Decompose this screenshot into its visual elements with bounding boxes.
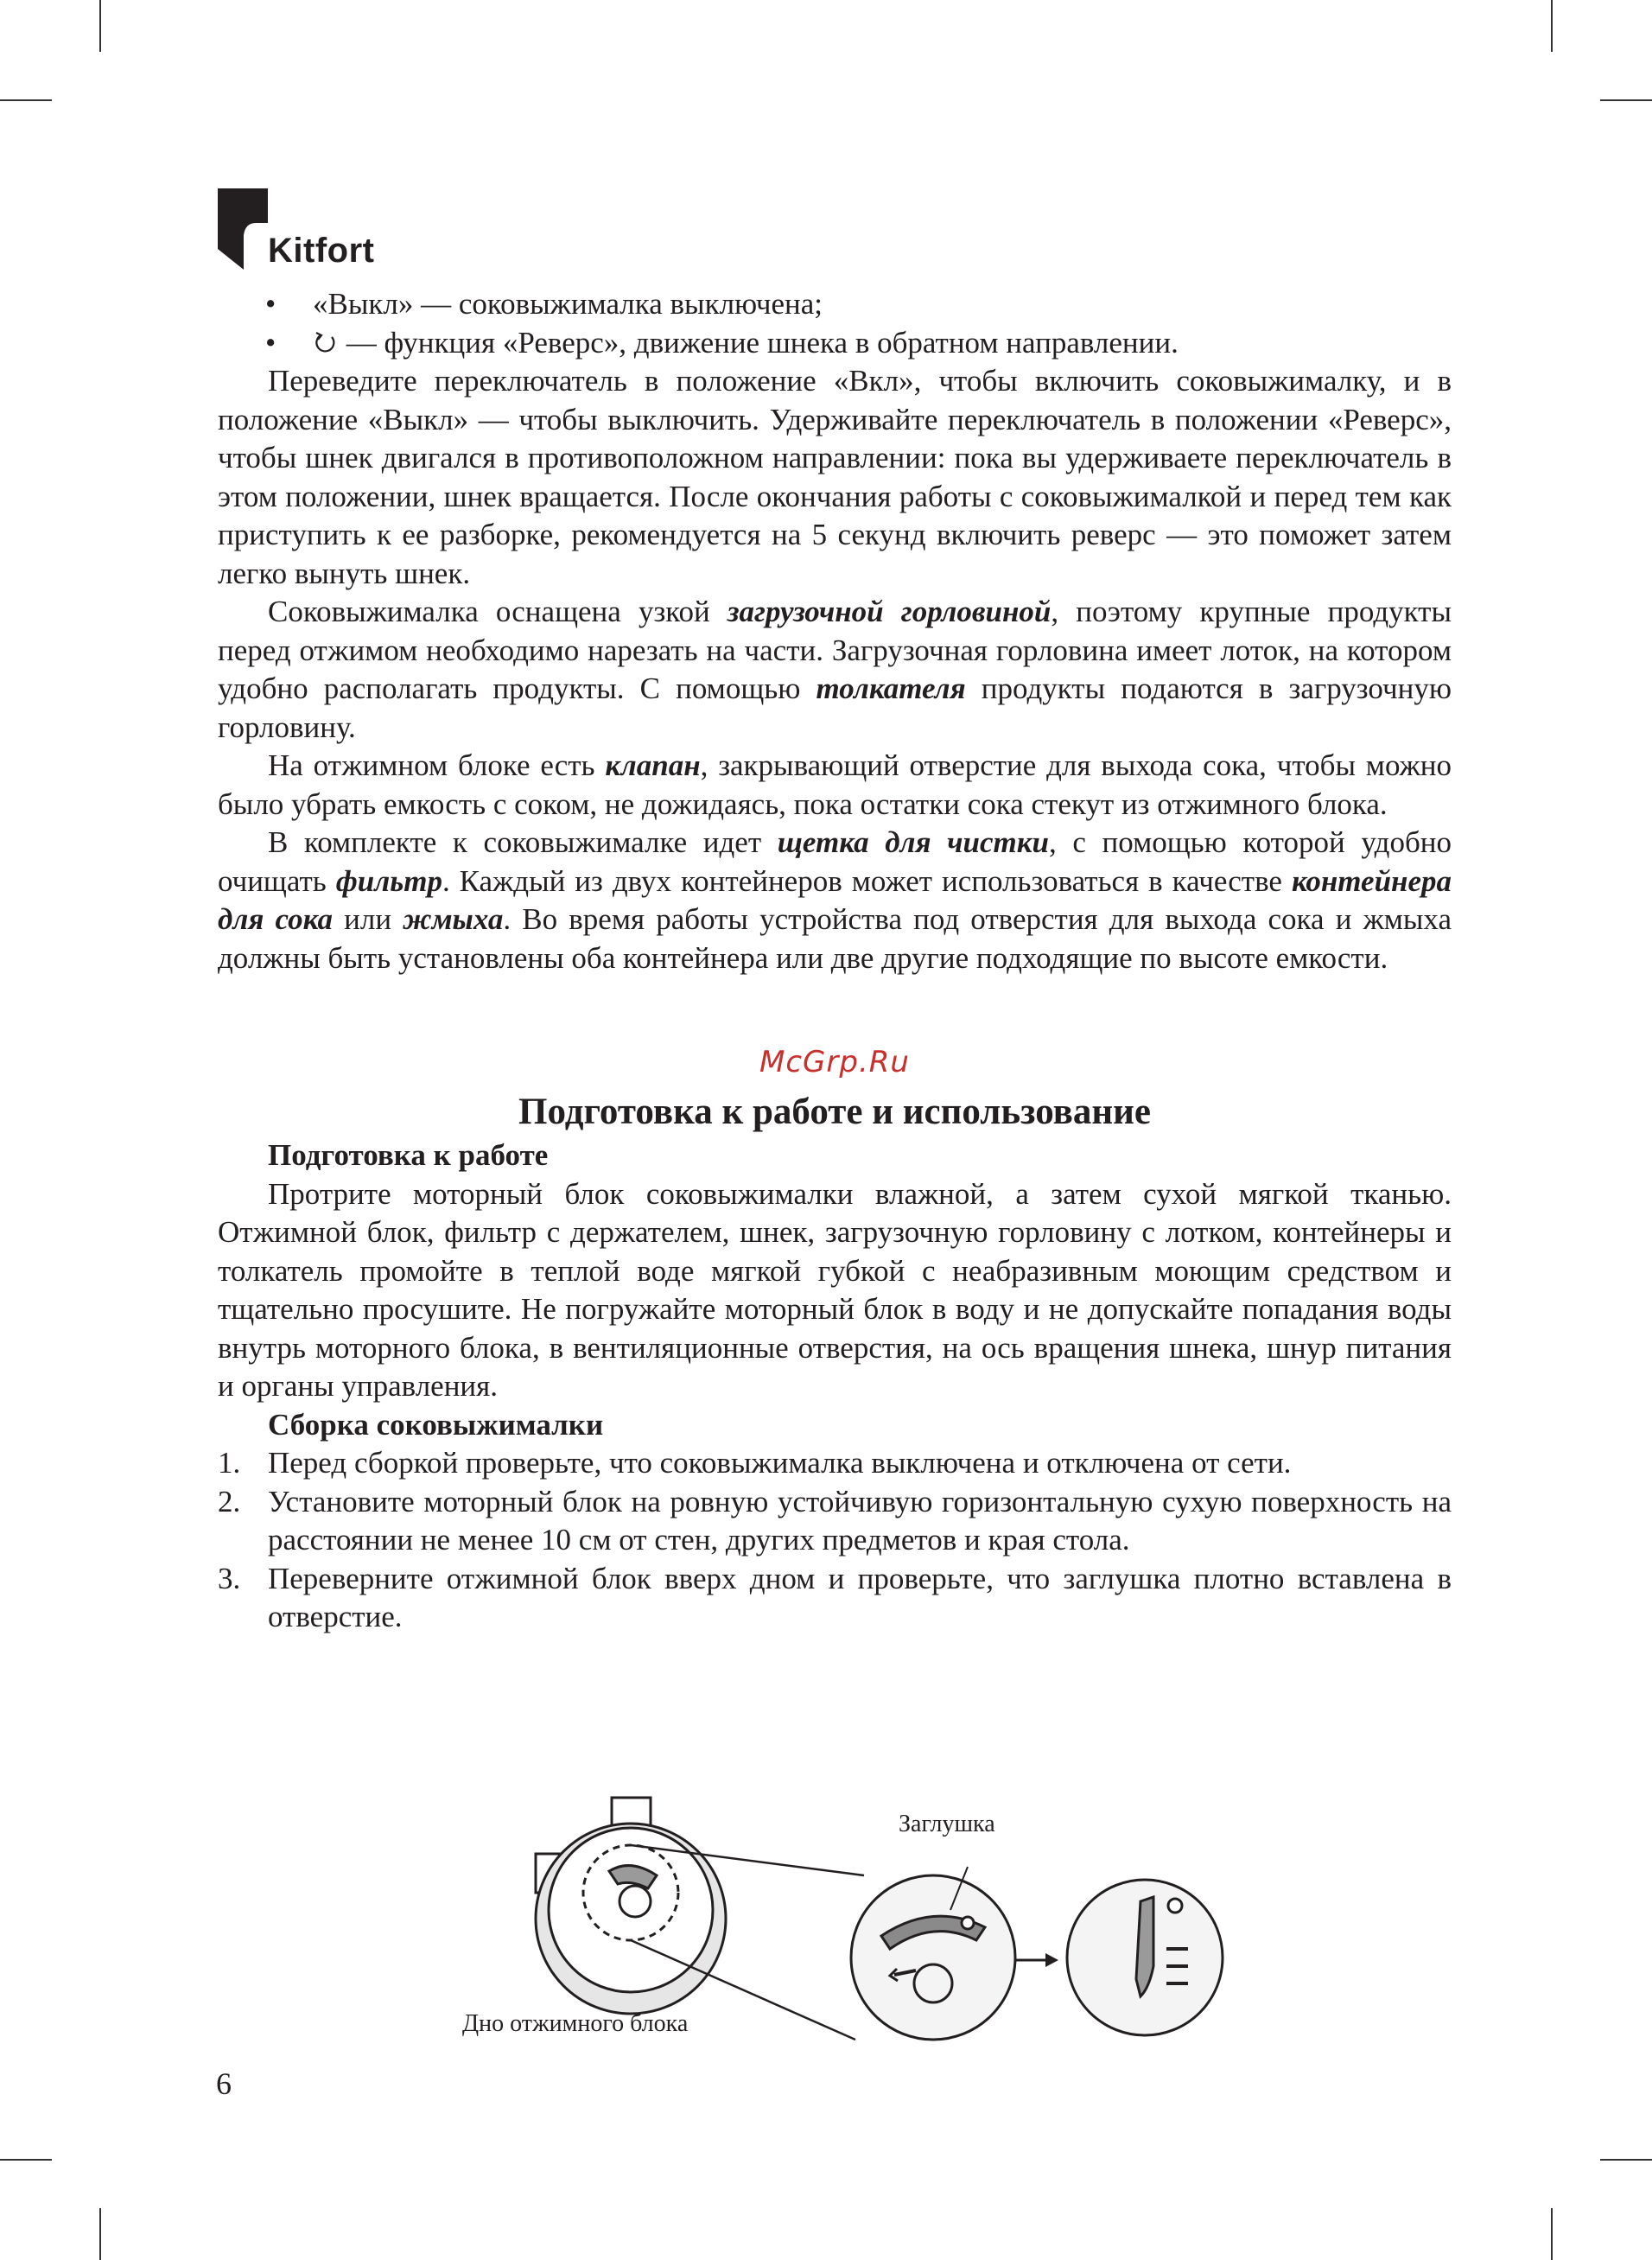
reverse-arrow-icon: [313, 330, 339, 356]
subheading-assembly: Сборка соковыжималки: [268, 1407, 604, 1442]
crop-mark: [1600, 99, 1652, 101]
zoom-view-before: [851, 1867, 1015, 2040]
paragraph-valve: На отжимном блоке есть клапан, закрывающий отверстие для выхода сока, чтобы можно было убрать емкость с соком, не дожидаясь, пока остатки сока стекут из отжимного блока.: [218, 748, 1452, 821]
term-juice-container: контейнера для сока: [218, 863, 1452, 936]
zoom-view-after: [1067, 1880, 1223, 2035]
term-brush: щетка для чистки: [777, 825, 1049, 859]
list-item: 3. Переверните отжимной блок вверх дном и проверьте, что заглушка плотно вставлена в отверстие.: [218, 1561, 1452, 1633]
crop-mark: [1600, 2159, 1652, 2161]
list-item: 1. Перед сборкой проверьте, что соковыжималка выключена и отключена от сети.: [218, 1446, 1292, 1480]
section-title: Подготовка к работе и использование: [518, 1092, 1151, 1132]
page-content: [218, 285, 1452, 1637]
crop-mark: [0, 99, 52, 101]
bullet-mark: •: [265, 325, 276, 360]
term-filter: фильтр: [335, 863, 442, 898]
bullet-item: [218, 324, 1452, 363]
list-item: 2. Установите моторный блок на ровную устойчивую горизонтальную сухую поверхность на расстоянии не менее 10 см от стен, других предметов и края стола.: [218, 1484, 1452, 1557]
crop-mark: [1551, 0, 1553, 52]
subheading-preparation: Подготовка к работе: [268, 1138, 549, 1172]
label-plug: Заглушка: [899, 1811, 995, 1837]
bullet-item: [218, 285, 1452, 324]
arrow-icon: [1015, 1953, 1058, 1967]
bullet-mark: •: [265, 287, 276, 321]
term-pusher: толкателя: [816, 672, 966, 705]
juicer-bottom-figure: [449, 1789, 1227, 2048]
crop-mark: [1551, 2208, 1553, 2260]
term-feed-chute: загрузочной горловиной: [727, 595, 1052, 628]
term-valve: клапан: [605, 748, 701, 782]
paragraph-accessories: В комплекте к соковыжималке идет щетка для чистки, с помощью которой удобно очищать фильтр. Каждый из двух контейнеров может использоваться в качестве контейнера для сока или жмыха. Во время работы устройства под отверстия для выхода сока и жмыха должны быть установлены оба контейнера или две другие подходящие по высоте емкости.: [218, 825, 1452, 975]
bullet-text: — функция «Реверс», движение шнека в обратном направлении.: [339, 325, 1179, 360]
page-number: 6: [216, 2066, 232, 2101]
crop-mark: [0, 2159, 52, 2161]
paragraph-switch: Переведите переключатель в положение «Вкл», чтобы включить соковыжималку, и в положение «Выкл» — чтобы выключить. Удерживайте переключатель в положении «Реверс», чтобы шнек двигался в противоположном направлении: пока вы удерживаете переключатель в этом положении, шнек вращается. После окончания работы с соковыжималкой и перед тем как приступить к ее разборке, рекомендуется на 5 секунд включить реверс — это поможет затем легко вынуть шнек.: [218, 364, 1452, 590]
crop-mark: [99, 0, 101, 52]
label-block-bottom: Дно отжимного блока: [462, 2010, 689, 2037]
brand-name: Kitfort: [268, 232, 375, 270]
juicing-block-drawing: [536, 1798, 864, 2040]
paragraph-feed-chute: Соковыжималка оснащена узкой загрузочной горловиной, поэтому крупные продукты перед отжимом необходимо нарезать на части. Загрузочная горловина имеет лоток, на котором удобно располагать продукты. С помощью толкателя продукты подаются в загрузочную горловину.: [218, 595, 1452, 744]
watermark-link[interactable]: McGrp.Ru: [759, 1045, 910, 1079]
crop-mark: [99, 2208, 101, 2260]
bullet-text: «Выкл» — соковыжималка выключена;: [313, 287, 823, 321]
paragraph-preparation: Протрите моторный блок соковыжималки влажной, а затем сухой мягкой тканью. Отжимной блок, фильтр с держателем, шнек, загрузочную горловину с лотком, контейнеры и толкатель промойте в теплой воде мягкой губкой с неабразивным моющим средством и тщательно просушите. Не погружайте моторный блок в воду и не допускайте попадания воды внутрь моторного блока, в вентиляционные отверстия, на ось вращения шнека, шнур питания и органы управления.: [218, 1176, 1452, 1403]
term-pulp: жмыха: [403, 902, 504, 936]
